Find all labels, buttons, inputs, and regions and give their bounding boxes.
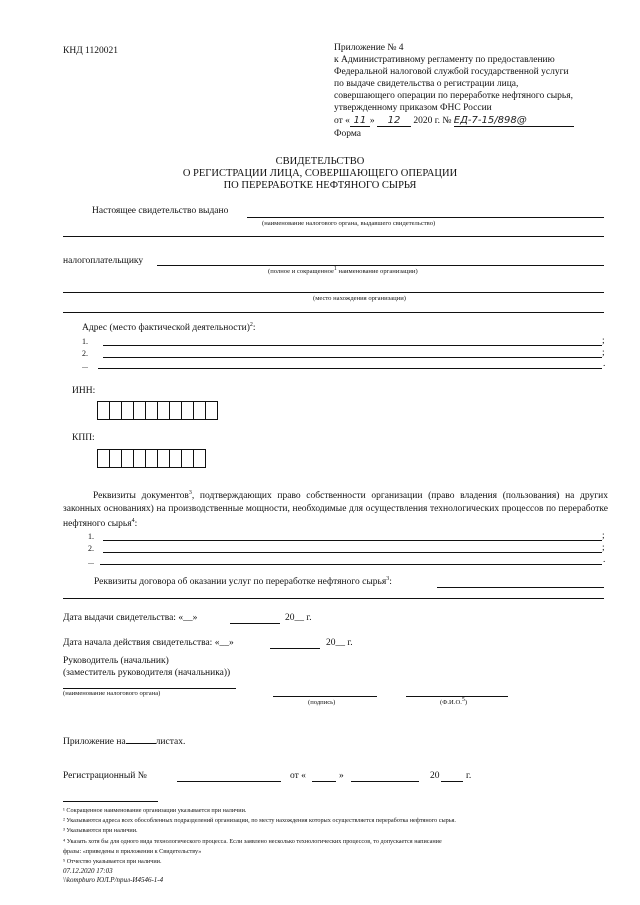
kpp-boxes[interactable] — [97, 449, 206, 468]
page-subtitle-1: О РЕГИСТРАЦИИ ЛИЦА, СОВЕРШАЮЩЕГО ОПЕРАЦИИ — [182, 168, 458, 179]
contract-label: Реквизиты договора об оказании услуг по переработке нефтяного сырья$^3$: — [94, 576, 392, 588]
location-field-line[interactable] — [63, 292, 604, 293]
authority-field-line[interactable] — [63, 688, 236, 689]
address-label: Адрес (место фактической деятельности)$^2$: — [82, 322, 256, 334]
location-hint: (место нахождения организации) — [313, 295, 406, 302]
appendix-line: совершающего операции по переработке нефтяного сырья, — [334, 91, 573, 101]
signature-field-line[interactable] — [273, 696, 377, 697]
dot: . — [603, 555, 606, 565]
documents-field-1[interactable] — [103, 540, 602, 541]
registration-day-field[interactable] — [312, 781, 336, 782]
registration-year-field[interactable] — [441, 781, 463, 782]
head-title-line1: Руководитель (начальник) — [63, 656, 169, 666]
semicolon: ; — [602, 348, 605, 358]
address-field-2[interactable] — [103, 357, 602, 358]
footnote-5: ⁵ Отчество указывается при наличии. — [63, 858, 162, 866]
address-item-more: ... — [82, 361, 88, 370]
documents-item-more: ... — [88, 557, 94, 566]
issued-hint: (наименование налогового органа, выдавшего свидетельство) — [262, 220, 436, 227]
start-date-label: Дата начала действия свидетельства: «__» — [63, 638, 234, 648]
registration-number-field[interactable] — [177, 781, 281, 782]
contract-field-line[interactable] — [437, 587, 604, 588]
footnote-3: ³ Указываются при наличии. — [63, 827, 138, 835]
file-stamp-date: 07.12.2020 17:03 — [63, 867, 113, 875]
issue-month-field[interactable] — [230, 623, 280, 624]
documents-field-more[interactable] — [100, 564, 602, 565]
taxpayer-label: налогоплательщику — [63, 256, 144, 266]
appendix-line: по выдаче свидетельства о регистрации лица, — [334, 79, 519, 89]
footnote-4-cont: фразы: «приведены в приложении к Свидетельству» — [63, 847, 202, 855]
documents-item-2: 2. — [88, 544, 94, 553]
taxpayer-hint: (полное и сокращенное1 наименование организации) — [268, 266, 418, 276]
file-stamp — [63, 867, 163, 885]
order-number: ЕД-7-15/898@ — [454, 115, 574, 127]
location-field-line-2[interactable] — [63, 312, 604, 313]
inn-boxes[interactable] — [97, 401, 218, 420]
registration-close: » — [339, 771, 344, 781]
registration-month-field[interactable] — [351, 781, 419, 782]
head-title-line2: (заместитель руководителя (начальника)) — [63, 668, 231, 678]
semicolon: ; — [602, 531, 605, 541]
registration-label: Регистрационный № — [63, 771, 147, 781]
issued-field-line[interactable] — [247, 217, 604, 218]
issued-field-line-2[interactable] — [63, 236, 604, 237]
page-title: СВИДЕТЕЛЬСТВО — [275, 156, 365, 167]
signature-hint: (подпись) — [308, 699, 336, 706]
registration-g: г. — [466, 771, 472, 781]
footnote-4: ⁴ Указать хотя бы для одного вида технологического процесса. Если заявлено несколько технологических процессов, то допускается написание — [63, 837, 442, 845]
inn-label: ИНН: — [72, 386, 96, 396]
appendix-line: Федеральной налоговой службой государственной услуги — [334, 67, 569, 77]
documents-field-2[interactable] — [103, 552, 602, 553]
appendix-line: утвержденному приказом ФНС России — [334, 103, 492, 113]
kpp-label: КПП: — [72, 433, 95, 443]
sheets-field[interactable] — [126, 743, 156, 744]
form-word: Форма — [334, 129, 362, 139]
order-day: 11 — [350, 115, 370, 127]
address-item-1: 1. — [82, 337, 88, 346]
footnote-divider — [63, 801, 158, 802]
authority-hint: (наименование налогового органа) — [63, 690, 161, 697]
start-year: 20__ г. — [326, 638, 353, 648]
footnote-1: ¹ Сокращенное наименование организации указывается при наличии. — [63, 807, 247, 814]
order-month: 12 — [377, 115, 411, 127]
address-field-1[interactable] — [103, 345, 602, 346]
registration-year: 20 — [430, 771, 440, 781]
documents-paragraph: Реквизиты документов$^3$, подтверждающих право собственности организации (право владения (пользования) на других законных основаниях) на производственные мощности, необходимые для осуществления технологических процессов по переработке нефтяного сырья$^4$: — [63, 490, 608, 530]
order-line: от « 11 » 12 2020 г. № ЕД-7-15/898@ — [334, 115, 574, 127]
registration-from: от « — [290, 771, 306, 781]
semicolon: ; — [602, 543, 605, 553]
appendix-line: Приложение № 4 — [334, 43, 404, 53]
footnote-2: ² Указываются адреса всех обособленных подразделений организации, по месту нахождения которых осуществляется переработка нефтяного сырья. — [63, 817, 456, 825]
start-month-field[interactable] — [270, 648, 320, 649]
documents-item-1: 1. — [88, 532, 94, 541]
fio-hint: (Ф.И.О.5) — [440, 697, 468, 707]
issue-year: 20__ г. — [285, 613, 312, 623]
form-code: КНД 1120021 — [63, 46, 118, 56]
appendix-block — [334, 42, 573, 114]
dot: . — [603, 359, 606, 369]
semicolon: ; — [602, 336, 605, 346]
contract-field-line-2[interactable] — [63, 598, 604, 599]
issued-label: Настоящее свидетельство выдано — [92, 206, 229, 216]
address-item-2: 2. — [82, 349, 88, 358]
file-stamp-path: \\kompburo ЮЛ.Р/прил-И4546-1-4 — [63, 876, 164, 884]
footnotes — [63, 806, 456, 867]
page-subtitle-2: ПО ПЕРЕРАБОТКЕ НЕФТЯНОГО СЫРЬЯ — [223, 180, 417, 191]
appendix-line: к Административному регламенту по предоставлению — [334, 55, 555, 65]
issue-date-label: Дата выдачи свидетельства: «__» — [63, 613, 198, 623]
address-field-more[interactable] — [98, 368, 602, 369]
attachment-label: Приложение на листах. — [63, 737, 186, 747]
